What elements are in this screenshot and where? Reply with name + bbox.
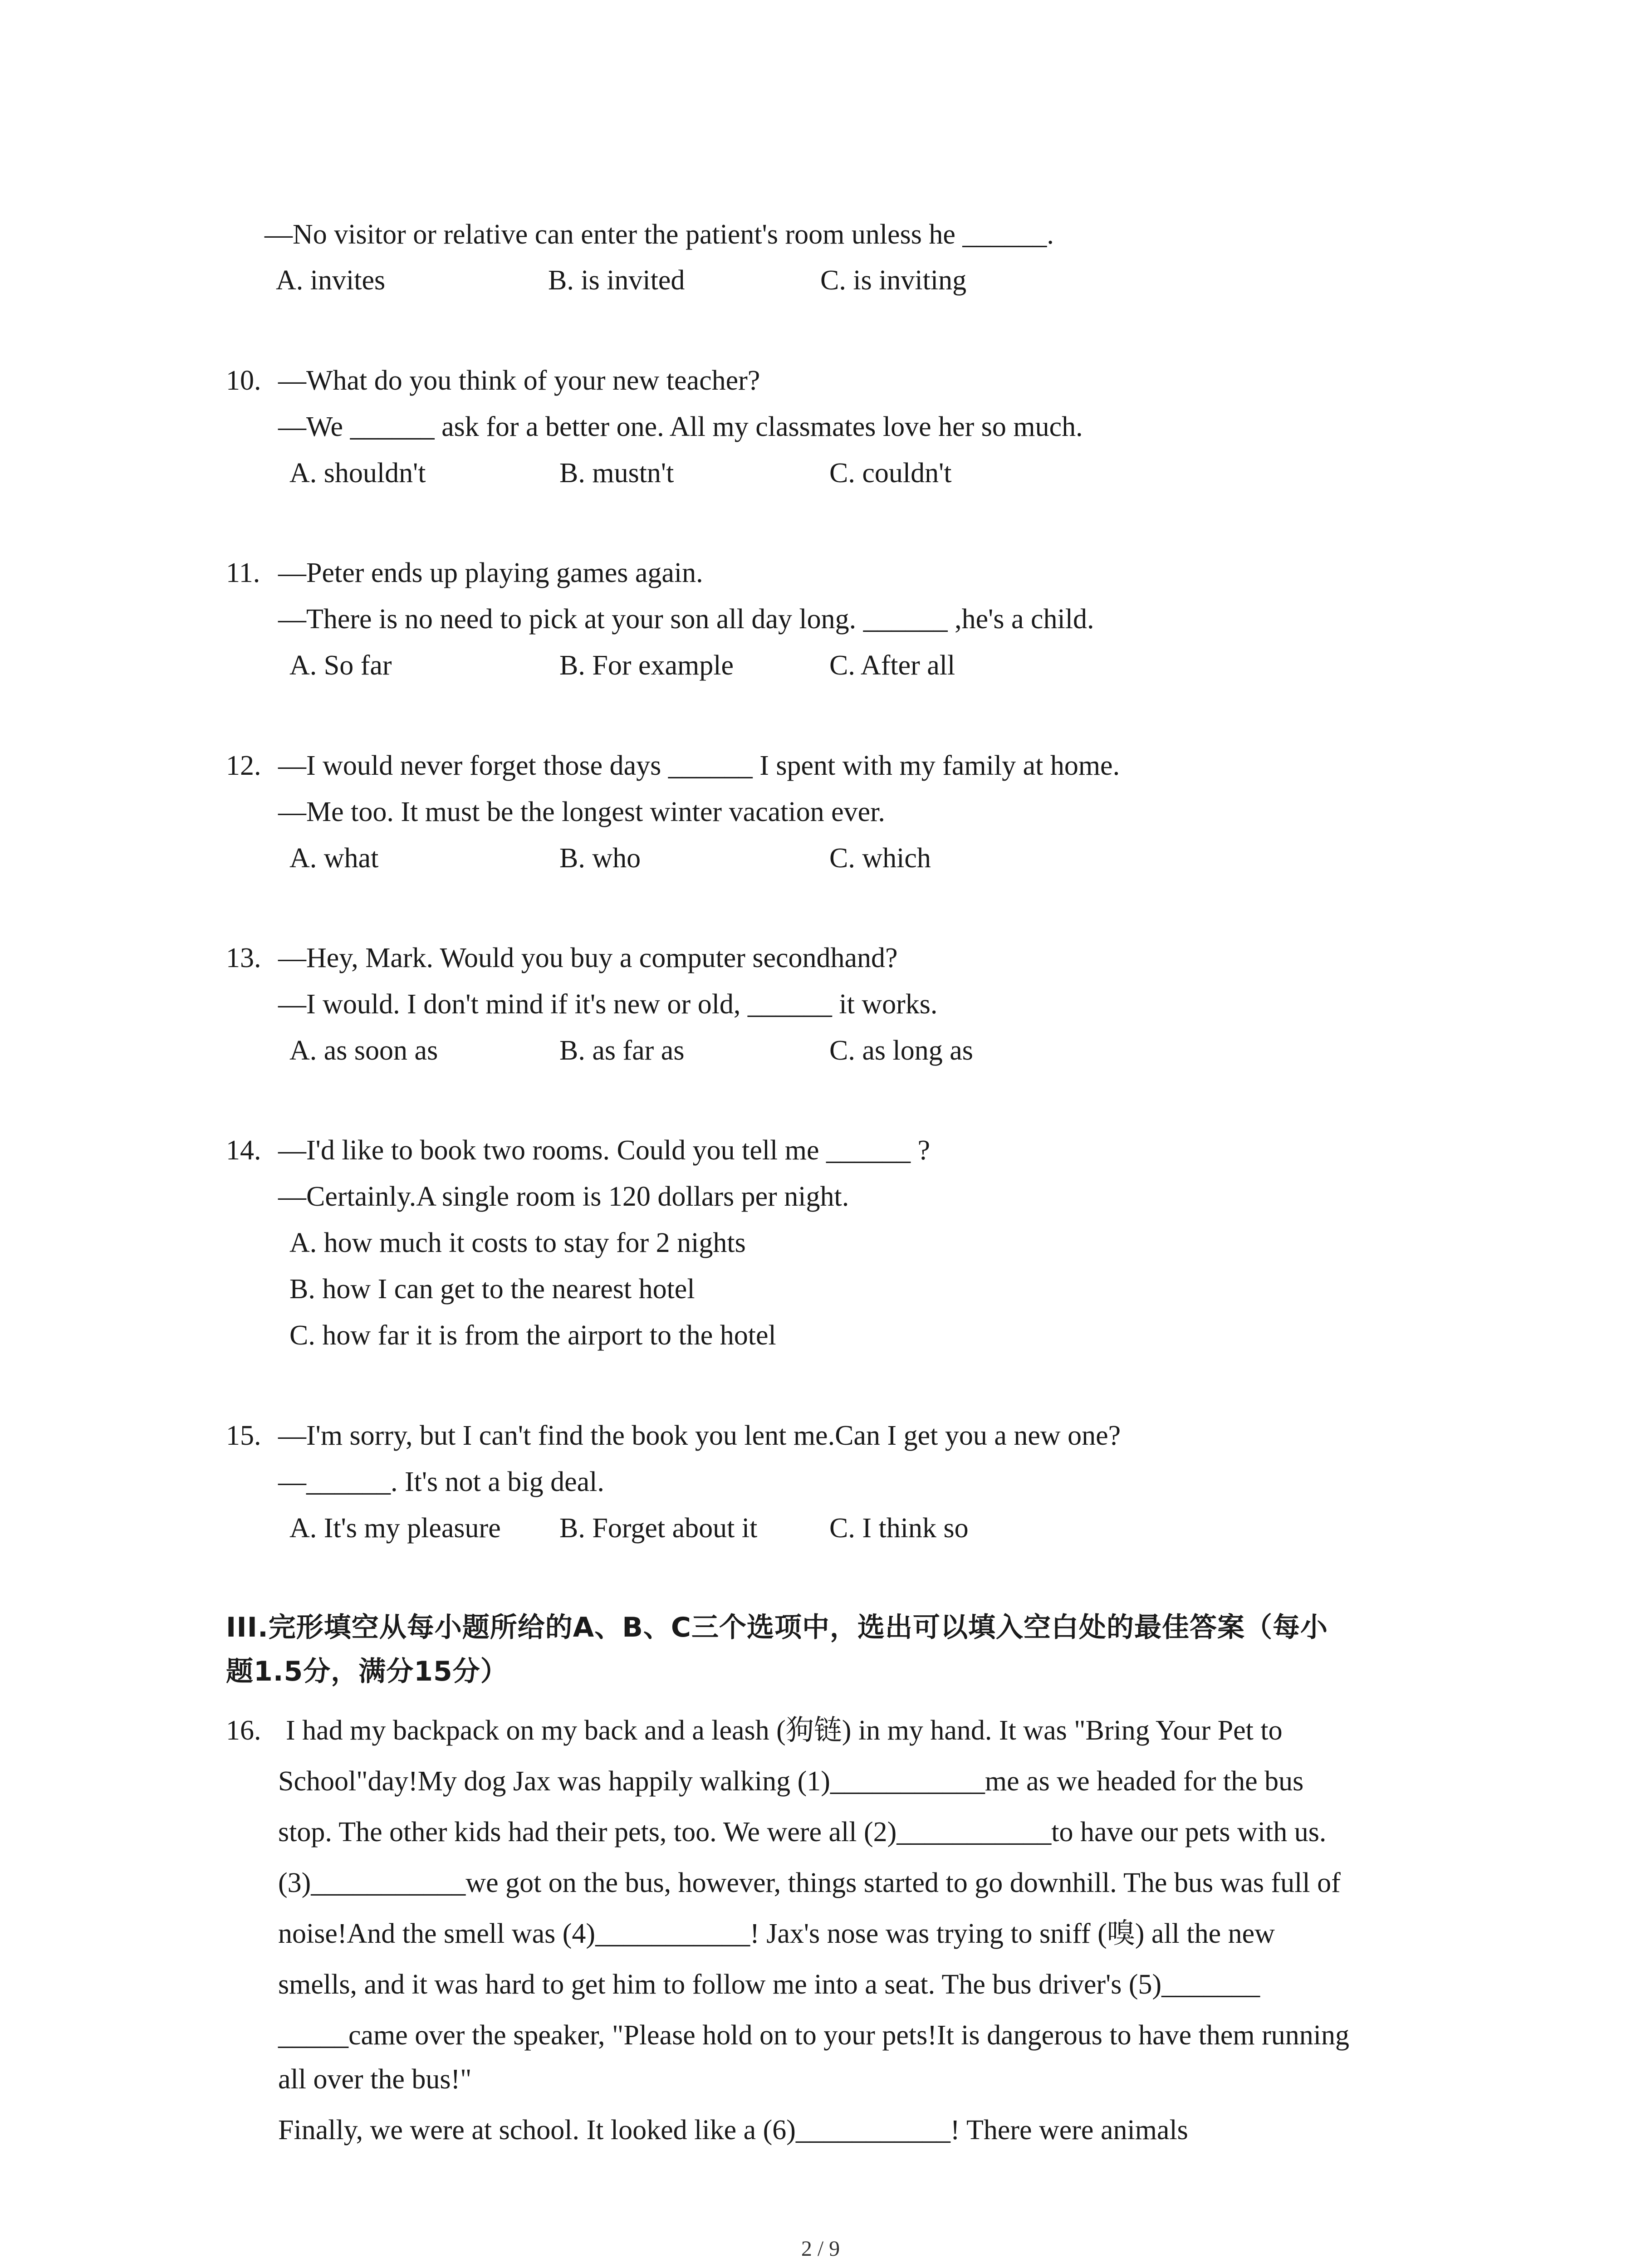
option-a: A. what	[289, 843, 379, 874]
question-line: —Hey, Mark. Would you buy a computer secondhand?	[278, 943, 898, 973]
question-9-option-a: A. invites	[276, 265, 386, 296]
question-line: —I'm sorry, but I can't find the book you lent me.Can I get you a new one?	[278, 1420, 1121, 1451]
option-b: B. how I can get to the nearest hotel	[289, 1274, 695, 1305]
question-line: —Peter ends up playing games again.	[278, 557, 703, 588]
question-line: —We ______ ask for a better one. All my classmates love her so much.	[278, 411, 1083, 442]
option-a: A. as soon as	[289, 1035, 438, 1066]
option-a: A. So far	[289, 650, 392, 681]
page-number: 2 / 9	[801, 2237, 840, 2261]
question-number: 13.	[226, 943, 261, 973]
question-number: 14.	[226, 1135, 261, 1166]
question-9-line: —No visitor or relative can enter the patient's room unless he ______.	[265, 219, 1054, 250]
passage-line: I had my backpack on my back and a leash (狗链) in my hand. It was "Bring Your Pet to	[286, 1715, 1283, 1746]
question-line: —Me too. It must be the longest winter vacation ever.	[278, 797, 885, 827]
passage-line: School"day!My dog Jax was happily walking (1)___________me as we headed for the bus	[278, 1766, 1304, 1797]
question-line: —I would never forget those days ______ I spent with my family at home.	[278, 750, 1120, 781]
question-9-option-c: C. is inviting	[820, 265, 967, 296]
option-c: C. After all	[829, 650, 955, 681]
question-number: 12.	[226, 750, 261, 781]
option-c: C. couldn't	[829, 458, 952, 489]
option-b: B. as far as	[559, 1035, 685, 1066]
option-b: B. mustn't	[559, 458, 674, 489]
option-b: B. For example	[559, 650, 734, 681]
question-line: —I'd like to book two rooms. Could you tell me ______ ?	[278, 1135, 931, 1166]
option-c: C. how far it is from the airport to the hotel	[289, 1320, 776, 1351]
passage-line: all over the bus!"	[278, 2064, 472, 2095]
section-heading-cont: 题1.5分，满分15分）	[226, 1656, 508, 1687]
option-b: B. who	[559, 843, 641, 874]
option-a: A. how much it costs to stay for 2 nights	[289, 1227, 746, 1258]
question-line: —What do you think of your new teacher?	[278, 365, 760, 396]
question-number: 15.	[226, 1420, 261, 1451]
passage-line: Finally, we were at school. It looked like a (6)___________! There were animals	[278, 2115, 1188, 2146]
question-9-option-b: B. is invited	[548, 265, 685, 296]
option-c: C. as long as	[829, 1035, 973, 1066]
option-c: C. I think so	[829, 1513, 969, 1544]
option-a: A. It's my pleasure	[289, 1513, 501, 1544]
question-line: —I would. I don't mind if it's new or old, ______ it works.	[278, 989, 938, 1020]
passage-line: stop. The other kids had their pets, too. We were all (2)___________to have our pets with us.	[278, 1817, 1327, 1848]
passage-line: _____came over the speaker, "Please hold on to your pets!It is dangerous to have them running	[278, 2020, 1349, 2051]
passage-line: (3)___________we got on the bus, however, things started to go downhill. The bus was full of	[278, 1867, 1341, 1898]
question-number: 16.	[226, 1715, 261, 1746]
question-line: —There is no need to pick at your son all day long. ______ ,he's a child.	[278, 604, 1094, 635]
question-number: 11.	[226, 557, 260, 588]
section-heading: III.完形填空从每小题所给的A、B、C三个选项中，选出可以填入空白处的最佳答案（每小	[226, 1612, 1328, 1643]
option-c: C. which	[829, 843, 931, 874]
passage-line: noise!And the smell was (4)___________! Jax's nose was trying to sniff (嗅) all the new	[278, 1918, 1275, 1949]
option-a: A. shouldn't	[289, 458, 426, 489]
option-b: B. Forget about it	[559, 1513, 758, 1544]
question-line: —______. It's not a big deal.	[278, 1466, 604, 1497]
question-number: 10.	[226, 365, 261, 396]
passage-line: smells, and it was hard to get him to follow me into a seat. The bus driver's (5)_______	[278, 1969, 1260, 2000]
question-line: —Certainly.A single room is 120 dollars per night.	[278, 1181, 849, 1212]
